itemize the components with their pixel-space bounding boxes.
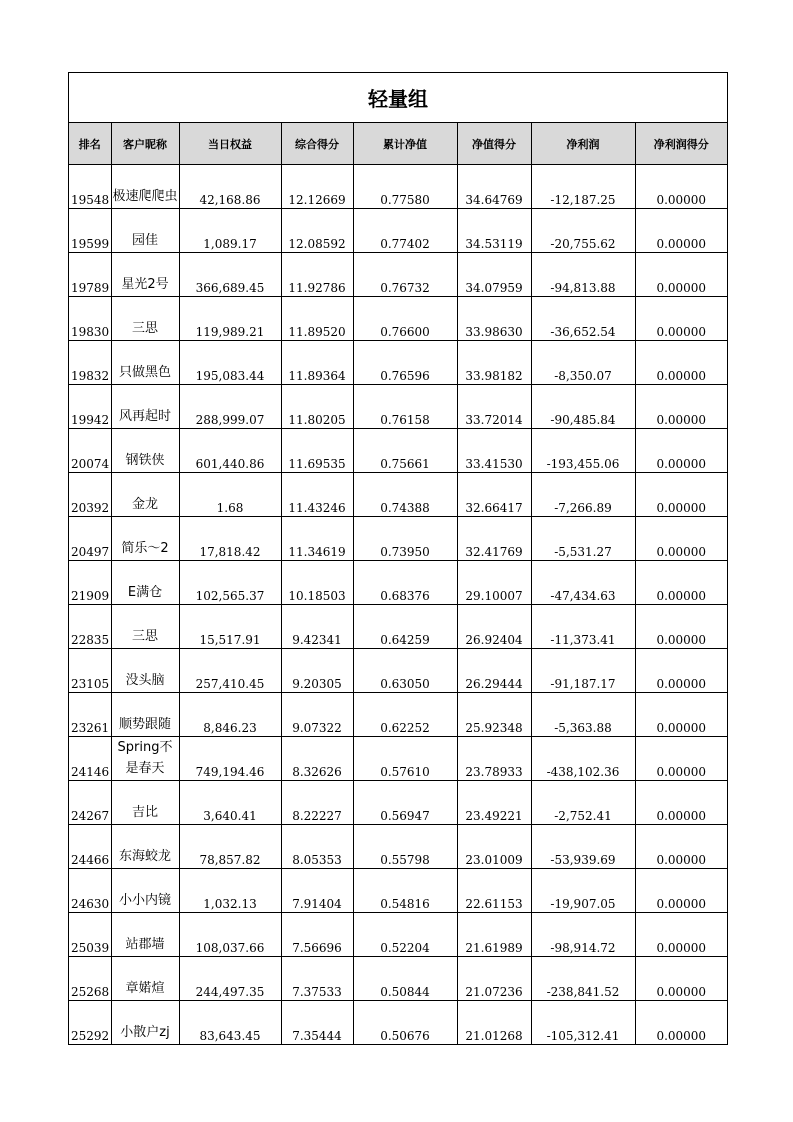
equity-cell: 108,037.66 [179, 913, 281, 957]
equity-cell: 42,168.86 [179, 165, 281, 209]
nickname-cell: 站郡墙 [111, 913, 179, 957]
score-cell: 11.89520 [281, 297, 353, 341]
nickname-cell: E满仓 [111, 561, 179, 605]
profit-cell: -105,312.41 [531, 1001, 635, 1045]
equity-cell: 15,517.91 [179, 605, 281, 649]
profit-cell: -2,752.41 [531, 781, 635, 825]
table-row [69, 473, 727, 517]
header-nav: 累计净值 [353, 123, 457, 165]
nav-score-cell: 21.01268 [457, 1001, 531, 1045]
profit-score-cell: 0.00000 [635, 913, 727, 957]
equity-cell: 119,989.21 [179, 297, 281, 341]
nickname-cell: Spring不是春天 [111, 737, 179, 781]
header-equity: 当日权益 [179, 123, 281, 165]
score-cell: 8.32626 [281, 737, 353, 781]
table-row [69, 649, 727, 693]
nav-score-cell: 23.01009 [457, 825, 531, 869]
nickname-cell: 钢铁侠 [111, 429, 179, 473]
rank-cell: 19548 [69, 165, 111, 209]
rank-cell: 20392 [69, 473, 111, 517]
profit-score-cell: 0.00000 [635, 649, 727, 693]
score-cell: 7.37533 [281, 957, 353, 1001]
rank-cell: 22835 [69, 605, 111, 649]
nickname-cell: 园佳 [111, 209, 179, 253]
profit-cell: -238,841.52 [531, 957, 635, 1001]
profit-cell: -193,455.06 [531, 429, 635, 473]
score-cell: 11.34619 [281, 517, 353, 561]
rank-cell: 21909 [69, 561, 111, 605]
nav-score-cell: 26.92404 [457, 605, 531, 649]
profit-cell: -53,939.69 [531, 825, 635, 869]
sheet-title: 轻量组 [69, 73, 727, 123]
rank-cell: 19830 [69, 297, 111, 341]
ranking-table [69, 123, 727, 1044]
nav-score-cell: 32.41769 [457, 517, 531, 561]
nav-cell: 0.56947 [353, 781, 457, 825]
score-cell: 11.92786 [281, 253, 353, 297]
rank-cell: 24630 [69, 869, 111, 913]
nav-cell: 0.64259 [353, 605, 457, 649]
header-profit: 净利润 [531, 123, 635, 165]
score-cell: 7.91404 [281, 869, 353, 913]
equity-cell: 83,643.45 [179, 1001, 281, 1045]
nav-cell: 0.76600 [353, 297, 457, 341]
profit-cell: -11,373.41 [531, 605, 635, 649]
header-nav-score: 净值得分 [457, 123, 531, 165]
rank-cell: 19942 [69, 385, 111, 429]
profit-cell: -91,187.17 [531, 649, 635, 693]
profit-score-cell: 0.00000 [635, 693, 727, 737]
header-profit-score: 净利润得分 [635, 123, 727, 165]
score-cell: 9.20305 [281, 649, 353, 693]
table-row [69, 165, 727, 209]
score-cell: 12.12669 [281, 165, 353, 209]
table-row [69, 297, 727, 341]
nav-score-cell: 33.41530 [457, 429, 531, 473]
nav-score-cell: 26.29444 [457, 649, 531, 693]
profit-score-cell: 0.00000 [635, 473, 727, 517]
profit-score-cell: 0.00000 [635, 605, 727, 649]
equity-cell: 749,194.46 [179, 737, 281, 781]
score-cell: 8.22227 [281, 781, 353, 825]
score-cell: 11.89364 [281, 341, 353, 385]
nav-score-cell: 34.64769 [457, 165, 531, 209]
nav-cell: 0.50844 [353, 957, 457, 1001]
table-row [69, 253, 727, 297]
profit-score-cell: 0.00000 [635, 957, 727, 1001]
header-rank: 排名 [69, 123, 111, 165]
profit-cell: -8,350.07 [531, 341, 635, 385]
nav-cell: 0.52204 [353, 913, 457, 957]
nav-score-cell: 22.61153 [457, 869, 531, 913]
nav-cell: 0.75661 [353, 429, 457, 473]
nav-score-cell: 23.78933 [457, 737, 531, 781]
nav-cell: 0.77402 [353, 209, 457, 253]
score-cell: 11.80205 [281, 385, 353, 429]
nav-score-cell: 25.92348 [457, 693, 531, 737]
nav-cell: 0.68376 [353, 561, 457, 605]
profit-cell: -19,907.05 [531, 869, 635, 913]
profit-score-cell: 0.00000 [635, 429, 727, 473]
profit-score-cell: 0.00000 [635, 781, 727, 825]
equity-cell: 195,083.44 [179, 341, 281, 385]
nickname-cell: 星光2号 [111, 253, 179, 297]
rank-cell: 23105 [69, 649, 111, 693]
nav-score-cell: 21.61989 [457, 913, 531, 957]
equity-cell: 8,846.23 [179, 693, 281, 737]
profit-score-cell: 0.00000 [635, 517, 727, 561]
equity-cell: 601,440.86 [179, 429, 281, 473]
profit-cell: -438,102.36 [531, 737, 635, 781]
profit-cell: -36,652.54 [531, 297, 635, 341]
rank-cell: 24466 [69, 825, 111, 869]
nav-score-cell: 34.53119 [457, 209, 531, 253]
table-row [69, 957, 727, 1001]
nav-cell: 0.74388 [353, 473, 457, 517]
equity-cell: 288,999.07 [179, 385, 281, 429]
nickname-cell: 风再起时 [111, 385, 179, 429]
profit-score-cell: 0.00000 [635, 561, 727, 605]
ranking-sheet [68, 72, 728, 1045]
nickname-cell: 极速爬爬虫 [111, 165, 179, 209]
table-row [69, 693, 727, 737]
nickname-cell: 没头脑 [111, 649, 179, 693]
score-cell: 9.07322 [281, 693, 353, 737]
score-cell: 12.08592 [281, 209, 353, 253]
equity-cell: 102,565.37 [179, 561, 281, 605]
profit-score-cell: 0.00000 [635, 737, 727, 781]
table-row [69, 517, 727, 561]
rank-cell: 20497 [69, 517, 111, 561]
nav-score-cell: 33.98630 [457, 297, 531, 341]
nickname-cell: 三思 [111, 297, 179, 341]
rank-cell: 25292 [69, 1001, 111, 1045]
nav-score-cell: 21.07236 [457, 957, 531, 1001]
nickname-cell: 东海蛟龙 [111, 825, 179, 869]
table-row [69, 913, 727, 957]
table-row [69, 825, 727, 869]
equity-cell: 257,410.45 [179, 649, 281, 693]
equity-cell: 366,689.45 [179, 253, 281, 297]
profit-cell: -12,187.25 [531, 165, 635, 209]
profit-score-cell: 0.00000 [635, 297, 727, 341]
table-row [69, 561, 727, 605]
profit-cell: -90,485.84 [531, 385, 635, 429]
score-cell: 8.05353 [281, 825, 353, 869]
profit-cell: -20,755.62 [531, 209, 635, 253]
table-row [69, 429, 727, 473]
score-cell: 7.35444 [281, 1001, 353, 1045]
profit-cell: -94,813.88 [531, 253, 635, 297]
nav-cell: 0.50676 [353, 1001, 457, 1045]
profit-score-cell: 0.00000 [635, 1001, 727, 1045]
nav-cell: 0.76158 [353, 385, 457, 429]
nav-cell: 0.54816 [353, 869, 457, 913]
profit-score-cell: 0.00000 [635, 385, 727, 429]
score-cell: 9.42341 [281, 605, 353, 649]
nav-score-cell: 34.07959 [457, 253, 531, 297]
equity-cell: 1,089.17 [179, 209, 281, 253]
nav-score-cell: 29.10007 [457, 561, 531, 605]
profit-score-cell: 0.00000 [635, 341, 727, 385]
nav-cell: 0.76596 [353, 341, 457, 385]
equity-cell: 17,818.42 [179, 517, 281, 561]
table-row [69, 341, 727, 385]
table-row [69, 737, 727, 781]
score-cell: 7.56696 [281, 913, 353, 957]
nav-score-cell: 33.98182 [457, 341, 531, 385]
nav-cell: 0.73950 [353, 517, 457, 561]
nav-cell: 0.76732 [353, 253, 457, 297]
profit-score-cell: 0.00000 [635, 165, 727, 209]
nickname-cell: 小小内镜 [111, 869, 179, 913]
rank-cell: 24146 [69, 737, 111, 781]
rank-cell: 23261 [69, 693, 111, 737]
rank-cell: 19789 [69, 253, 111, 297]
nav-cell: 0.57610 [353, 737, 457, 781]
equity-cell: 1.68 [179, 473, 281, 517]
equity-cell: 78,857.82 [179, 825, 281, 869]
score-cell: 11.43246 [281, 473, 353, 517]
rank-cell: 25268 [69, 957, 111, 1001]
profit-score-cell: 0.00000 [635, 825, 727, 869]
header-score: 综合得分 [281, 123, 353, 165]
header-row [69, 123, 727, 165]
rank-cell: 24267 [69, 781, 111, 825]
nav-cell: 0.62252 [353, 693, 457, 737]
nav-cell: 0.63050 [353, 649, 457, 693]
profit-cell: -98,914.72 [531, 913, 635, 957]
nav-score-cell: 32.66417 [457, 473, 531, 517]
table-row [69, 385, 727, 429]
equity-cell: 244,497.35 [179, 957, 281, 1001]
nickname-cell: 吉比 [111, 781, 179, 825]
profit-cell: -7,266.89 [531, 473, 635, 517]
header-nickname: 客户昵称 [111, 123, 179, 165]
nav-cell: 0.55798 [353, 825, 457, 869]
profit-cell: -5,363.88 [531, 693, 635, 737]
nav-score-cell: 23.49221 [457, 781, 531, 825]
table-row [69, 605, 727, 649]
nickname-cell: 顺势跟随 [111, 693, 179, 737]
score-cell: 10.18503 [281, 561, 353, 605]
table-row [69, 209, 727, 253]
nickname-cell: 金龙 [111, 473, 179, 517]
table-row [69, 869, 727, 913]
profit-score-cell: 0.00000 [635, 253, 727, 297]
score-cell: 11.69535 [281, 429, 353, 473]
profit-cell: -5,531.27 [531, 517, 635, 561]
rank-cell: 25039 [69, 913, 111, 957]
nickname-cell: 章婼煊 [111, 957, 179, 1001]
nickname-cell: 三思 [111, 605, 179, 649]
nav-score-cell: 33.72014 [457, 385, 531, 429]
nav-cell: 0.77580 [353, 165, 457, 209]
table-row [69, 781, 727, 825]
profit-score-cell: 0.00000 [635, 209, 727, 253]
rank-cell: 19832 [69, 341, 111, 385]
equity-cell: 3,640.41 [179, 781, 281, 825]
nickname-cell: 只做黑色 [111, 341, 179, 385]
rank-cell: 20074 [69, 429, 111, 473]
table-row [69, 1001, 727, 1045]
rank-cell: 19599 [69, 209, 111, 253]
nickname-cell: 简乐～2 [111, 517, 179, 561]
profit-cell: -47,434.63 [531, 561, 635, 605]
nickname-cell: 小散户zj [111, 1001, 179, 1045]
profit-score-cell: 0.00000 [635, 869, 727, 913]
equity-cell: 1,032.13 [179, 869, 281, 913]
